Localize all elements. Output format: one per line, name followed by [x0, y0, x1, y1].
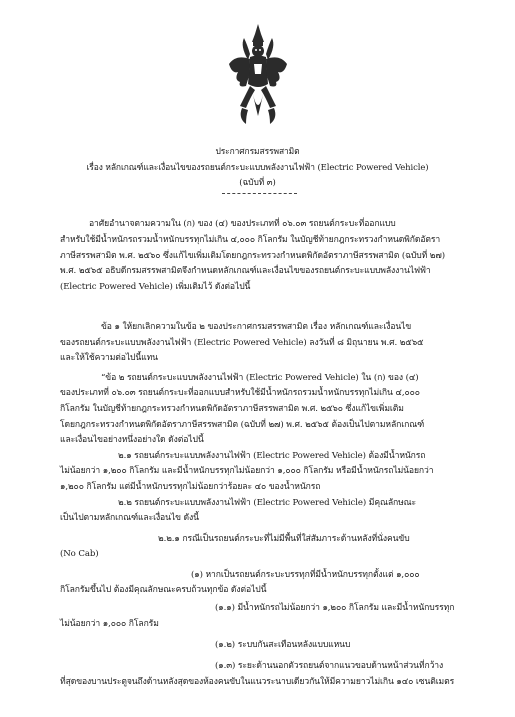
divider — [222, 193, 297, 194]
body-line: ๒.๒.๑ กรณีเป็นรถยนต์กระบะที่ไม่มีพื้นที่ใส่สัมภาระด้านหลังที่นั่งคนขับ — [158, 534, 410, 544]
body-line: ข้อ ๑ ให้ยกเลิกความในข้อ ๒ ของประกาศกรมสรรพสามิต เรื่อง หลักเกณฑ์และเงื่อนไข — [101, 322, 412, 332]
body-line: เป็นไปตามหลักเกณฑ์และเงื่อนไข ดังนี้ — [60, 513, 199, 523]
body-line: ไม่น้อยกว่า ๑,๒๐๐ กิโลกรัม และมีน้ำหนักบรรทุกไม่น้อยกว่า ๑,๐๐๐ กิโลกรัม หรือมีน้ำหนักรถไม่น้อยกว่า — [60, 466, 434, 476]
body-line: ๑,๒๐๐ กิโลกรัม แต่มีน้ำหนักบรรทุกไม่น้อยกว่าร้อยละ ๔๐ ของน้ำหนักรถ — [60, 482, 321, 492]
announcement-title: ประกาศกรมสรรพสามิต — [215, 147, 300, 157]
body-line: สำหรับใช้มีน้ำหนักรถรวมน้ำหนักบรรทุกไม่เกิน ๔,๐๐๐ กิโลกรัม ในบัญชีท้ายกฎกระทรวงกำหนดพิกัดอัตรา — [60, 235, 441, 245]
issue-number: (ฉบับที่ ๓) — [239, 178, 276, 188]
body-line: อาศัยอำนาจตามความใน (ก) ของ (๔) ของประเภทที่ ๐๖.๐๓ รถยนต์กระบะที่ออกแบบ — [89, 219, 396, 229]
body-line: (Electric Powered Vehicle) เพิ่มเติมไว้ ดังต่อไปนี้ — [60, 282, 251, 292]
body-line: กิโลกรัมขึ้นไป ต้องมีคุณลักษณะครบถ้วนทุกข้อ ดังต่อไปนี้ — [60, 585, 267, 595]
subject-line: เรื่อง หลักเกณฑ์และเงื่อนไขของรถยนต์กระบะแบบพลังงานไฟฟ้า (Electric Powered Vehicle) — [86, 163, 429, 173]
body-line: โดยกฎกระทรวงกำหนดพิกัดอัตราภาษีสรรพสามิต (ฉบับที่ ๒๗) พ.ศ. ๒๕๖๕ ต้องเป็นไปตามหลักเกณฑ์ — [60, 420, 425, 430]
body-line: ไม่น้อยกว่า ๑,๐๐๐ กิโลกรัม — [60, 619, 159, 629]
body-line: ๒.๒ รถยนต์กระบะแบบพลังงานไฟฟ้า (Electric Powered Vehicle) มีคุณลักษณะ — [118, 498, 417, 508]
body-line: (๑) หากเป็นรถยนต์กระบะบรรทุกที่มีน้ำหนักบรรทุกตั้งแต่ ๑,๐๐๐ — [191, 570, 420, 580]
body-line: “ข้อ ๒ รถยนต์กระบะแบบพลังงานไฟฟ้า (Electric Powered Vehicle) ใน (ก) ของ (๔) — [101, 373, 419, 383]
body-line: (No Cab) — [60, 549, 99, 559]
body-line: พ.ศ. ๒๕๖๕ อธิบดีกรมสรรพสามิตจึงกำหนดหลักเกณฑ์และเงื่อนไขของรถยนต์กระบะแบบพลังงานไฟฟ้า — [60, 266, 431, 276]
body-line: ๒.๑ รถยนต์กระบะแบบพลังงานไฟฟ้า (Electric Powered Vehicle) ต้องมีน้ำหนักรถ — [118, 451, 426, 461]
body-line: (๑.๒) ระบบกันสะเทือนหลังแบบแหนบ — [215, 640, 351, 650]
garuda-emblem-icon — [228, 24, 288, 126]
body-line: และเงื่อนไขอย่างหนึ่งอย่างใด ดังต่อไปนี้ — [60, 435, 204, 445]
body-line: ของรถยนต์กระบะแบบพลังงานไฟฟ้า (Electric Powered Vehicle) ลงวันที่ ๘ มิถุนายน พ.ศ. ๒๕๖๕ — [60, 338, 424, 348]
body-line: (๑.๑) มีน้ำหนักรถไม่น้อยกว่า ๑,๒๐๐ กิโลกรัม และมีน้ำหนักบรรทุก — [215, 603, 455, 613]
body-line: ที่สุดของบานประตูจนถึงด้านหลังสุดของห้องคนขับในแนวระนาบเดียวกันให้มีความยาวไม่เกิน ๑๔๐ เซนติเมตร — [60, 677, 455, 687]
body-line: ของประเภทที่ ๐๖.๐๓ รถยนต์กระบะที่ออกแบบสำหรับใช้มีน้ำหนักรถรวมน้ำหนักบรรทุกไม่เกิน ๔,๐๐๐ — [60, 388, 420, 398]
body-line: และให้ใช้ความต่อไปนี้แทน — [60, 353, 158, 363]
body-line: กิโลกรัม ในบัญชีท้ายกฎกระทรวงกำหนดพิกัดอัตราภาษีสรรพสามิต พ.ศ. ๒๕๖๐ ซึ่งแก้ไขเพิ่มเติม — [60, 404, 404, 414]
body-line: (๑.๓) ระยะด้านนอกตัวรถยนต์จากแนวขอบด้านหน้าส่วนที่กว้าง — [215, 661, 444, 671]
body-line: ภาษีสรรพสามิต พ.ศ. ๒๕๖๐ ซึ่งแก้ไขเพิ่มเติมโดยกฎกระทรวงกำหนดพิกัดอัตราภาษีสรรพสามิต (ฉบับที่ ๒๗) — [60, 251, 445, 261]
